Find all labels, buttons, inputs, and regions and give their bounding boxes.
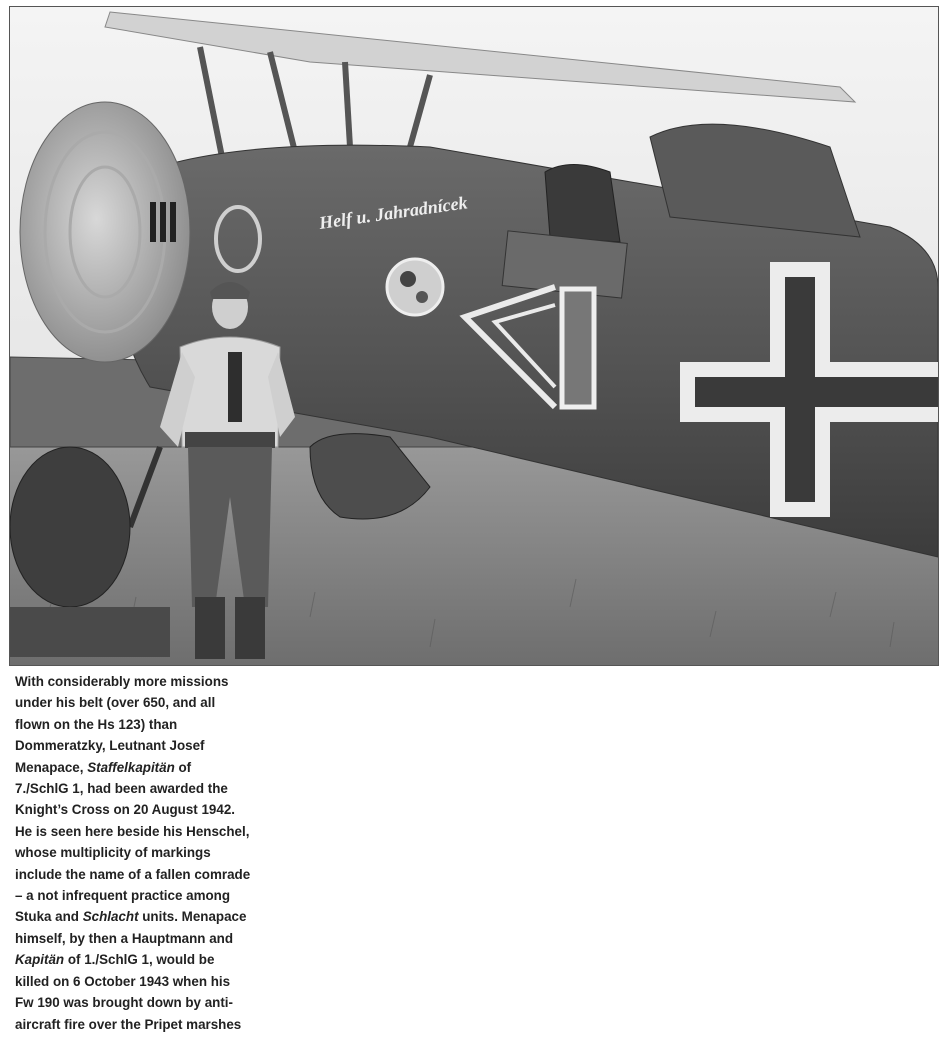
vertical-bar-marking	[562, 289, 594, 407]
caption-line	[15, 778, 315, 799]
caption-line	[15, 671, 315, 692]
caption-text: killed on 6 October 1943 when his	[15, 973, 231, 989]
photo-caption	[15, 671, 315, 1035]
caption-line	[15, 714, 315, 735]
caption-text: With considerably more missions	[15, 674, 229, 689]
caption-line	[15, 906, 315, 927]
caption-line	[15, 757, 315, 778]
caption-line	[15, 1014, 315, 1035]
caption-text: Menapace,	[15, 759, 88, 775]
caption-text: under his belt (over 650, and all	[15, 695, 216, 711]
caption-text: Fw 190 was brought down by anti-	[15, 995, 233, 1011]
caption-text: flown on the Hs 123) than	[15, 716, 178, 732]
caption-text: of	[174, 759, 192, 775]
caption-line	[15, 864, 315, 885]
caption-text: Dommeratzky, Leutnant Josef	[15, 738, 205, 754]
caption-italic-text: Staffelkapitän	[87, 759, 175, 775]
caption-text: units. Menapace	[138, 909, 247, 925]
caption-text: of 1./SchlG 1, would be	[64, 952, 215, 968]
aircraft-photo	[10, 7, 938, 665]
caption-text: aircraft fire over the Pripet marshes	[15, 1016, 242, 1032]
caption-text: 7./SchlG 1, had been awarded the	[15, 781, 228, 797]
emblem-circle	[387, 259, 443, 315]
caption-text: – a not infrequent practice among	[15, 888, 231, 904]
caption-text: include the name of a fallen comrade	[15, 866, 251, 882]
caption-text: Knight’s Cross on 20 August 1942.	[15, 802, 235, 818]
caption-text: He is seen here beside his Henschel,	[15, 823, 250, 839]
caption-line	[15, 821, 315, 842]
wheel	[10, 447, 130, 607]
caption-text: himself, by then a Hauptmann and	[15, 930, 233, 946]
cockpit	[545, 165, 620, 243]
caption-line	[15, 949, 315, 970]
photograph	[9, 6, 939, 666]
caption-text: Stuka and	[15, 909, 83, 925]
caption-italic-text: Kapitän	[15, 952, 65, 968]
caption-line	[15, 735, 315, 756]
caption-line	[15, 992, 315, 1013]
caption-text: whose multiplicity of markings	[15, 845, 211, 861]
fuselage-inscription: Helf u. Jahradnícek	[317, 192, 469, 233]
caption-italic-text: Schlacht	[82, 909, 139, 925]
caption-line	[15, 842, 315, 863]
caption-line	[15, 928, 315, 949]
caption-line	[15, 799, 315, 820]
caption-line	[15, 692, 315, 713]
caption-line	[15, 971, 315, 992]
caption-line	[15, 885, 315, 906]
